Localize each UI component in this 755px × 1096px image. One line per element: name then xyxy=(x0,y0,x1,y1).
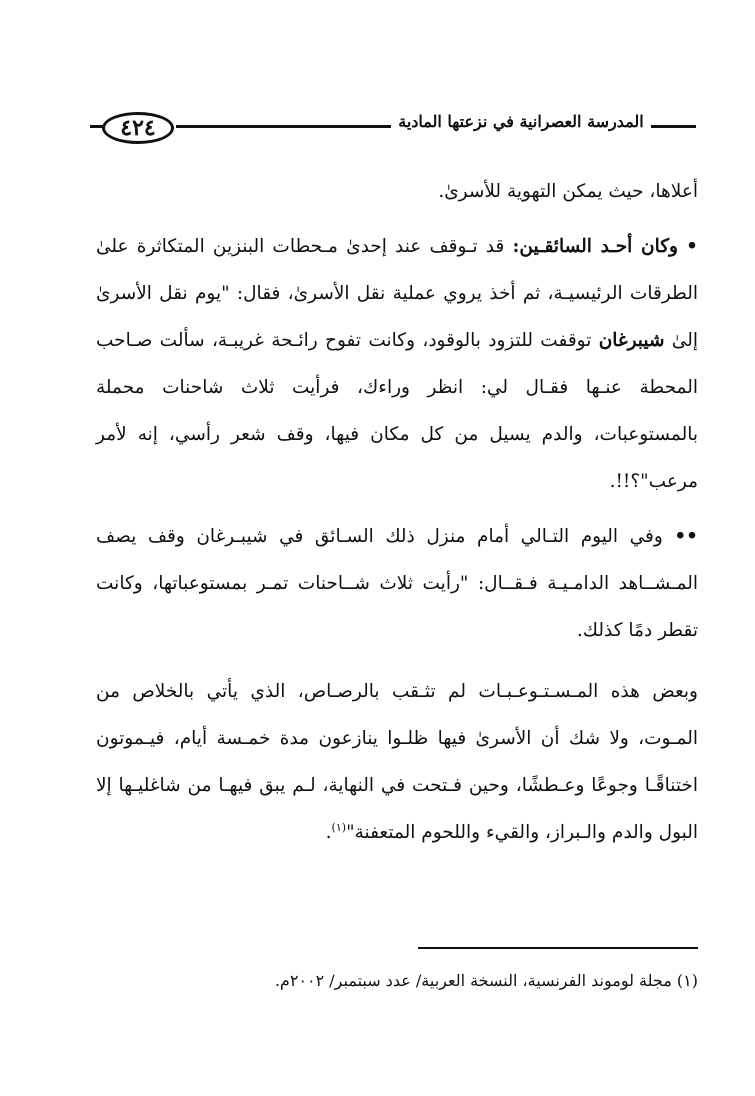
paragraph-2-place-name: شيبرغان xyxy=(598,330,665,351)
page-number-oval xyxy=(102,112,174,144)
paragraph-1 xyxy=(96,168,698,215)
footnote-separator xyxy=(418,947,698,949)
paragraph-2-text-a: قد تـوقف عند إحدىٰ مـحطات البنزين المتكاثرة علىٰ الطرقات الرئيسيـة، ثم أخذ يروي عملية نقل الأسرىٰ، فقال: "يوم نقل الأسرىٰ إلىٰ xyxy=(96,236,699,351)
running-title: المدرسة العصرانية في نزعتها المادية xyxy=(398,112,644,131)
footnote-reference: (١) xyxy=(331,820,347,834)
paragraph-2 xyxy=(96,223,698,505)
paragraph-2-lead: وكان أحـد السائقـين: xyxy=(512,236,678,257)
page-body xyxy=(96,168,698,856)
footnote: (١) مجلة لوموند الفرنسية، النسخة العربية/ عدد سبتمبر/ ٢٠٠٢م. xyxy=(274,971,698,990)
paragraph-3 xyxy=(96,513,698,654)
paragraph-4-text: وبعض هذه المـسـتـوعـبـات لم تثـقب بالرصـاص، الذي يأتي بالخلاص من المـوت، ولا شك أن الأسرىٰ فيها ظلـوا ينازعون مدة خمـسة أيام، فيـموتون اختناقًـا وجوعًا وعـطشًا، وحين فـتحت في النهاية، لـم يبق فيهـا من شاغليـها إلا البول والدم والـبراز، والقيء واللحوم المتعفنة" xyxy=(96,681,698,843)
page-number: ٤٢٤ xyxy=(120,115,156,141)
bullet-marker: • xyxy=(686,236,698,257)
paragraph-3-text: وفي اليوم التـالي أمام منزل ذلك السـائق في شيبـرغان وقف يصف المـشــاهد الدامـيـة فـقــال: "رأيت ثلاث شــاحنات تمـر بمستوعباتها، وكانت تقطر دمًا كذلك. xyxy=(96,526,698,641)
paragraph-1-text: أعلاها، حيث يمكن التهوية للأسرىٰ. xyxy=(438,181,698,202)
paragraph-4 xyxy=(96,668,698,856)
paragraph-2-text-b: توقفت للتزود بالوقود، وكانت تفوح رائـحة غريبـة، سألت صـاحب المحطة عنـها فقـال لي: انظر وراءك، فرأيت ثلاث شاحنات محملة بالمستوعبات، والدم يسيل من كل مكان فيها، وقف شعر رأسي، إنه لأمر مرعب"؟!!. xyxy=(96,330,698,492)
double-bullet-marker: •• xyxy=(674,526,698,547)
paragraph-4-end: . xyxy=(325,822,332,843)
header-rule-end xyxy=(651,125,696,128)
page-header xyxy=(96,108,698,148)
header-rule xyxy=(176,125,391,128)
